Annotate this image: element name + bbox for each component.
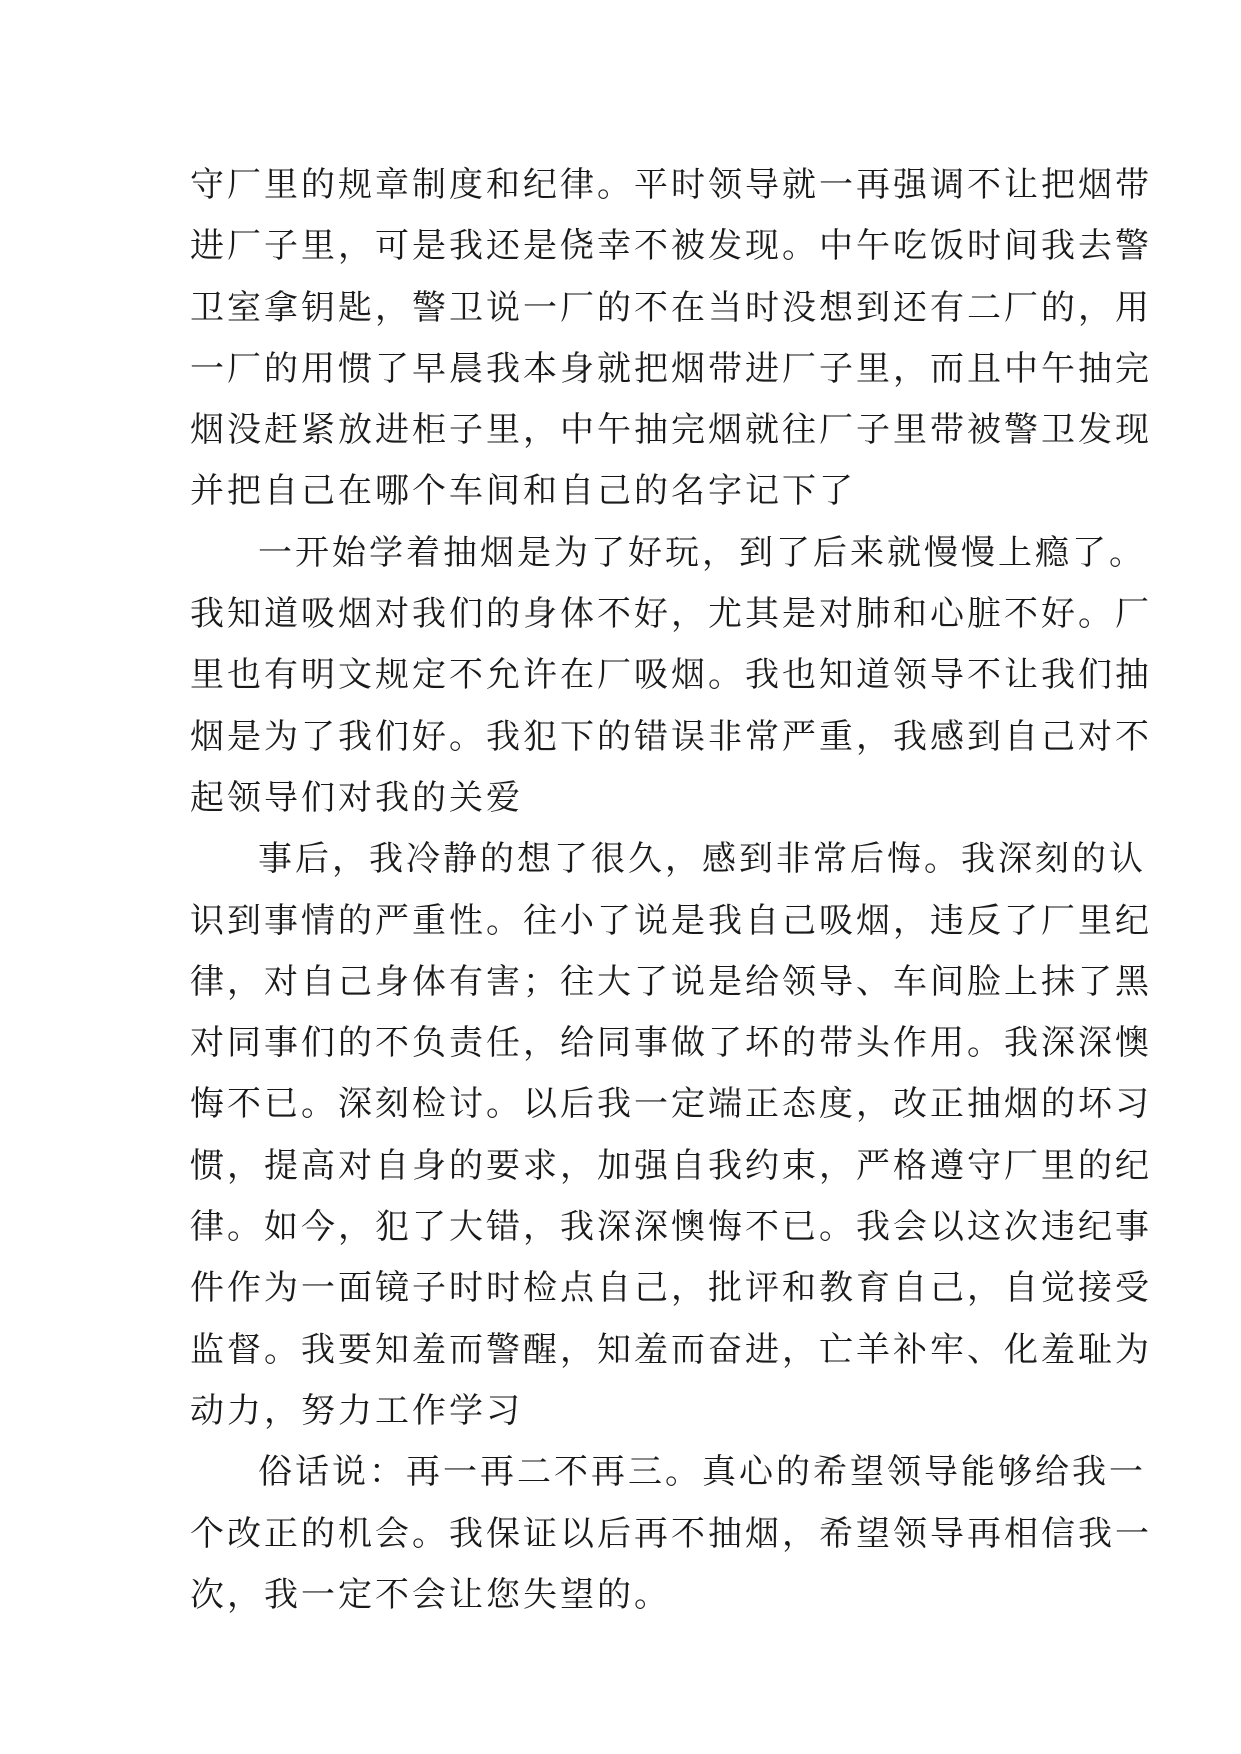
text-line: 个改正的机会。我保证以后再不抽烟，希望领导再相信我一 [190, 1513, 1152, 1554]
paragraph-first-line: 俗话说：再一再二不再三。真心的希望领导能够给我一 [258, 1452, 1146, 1493]
text-line: 烟没赶紧放进柜子里，中午抽完烟就往厂子里带被警卫发现 [190, 410, 1152, 451]
paragraph-first-line: 事后，我冷静的想了很久，感到非常后悔。我深刻的认 [258, 839, 1146, 880]
text-line: 悔不已。深刻检讨。以后我一定端正态度，改正抽烟的坏习 [190, 1084, 1152, 1125]
text-line: 卫室拿钥匙，警卫说一厂的不在当时没想到还有二厂的，用 [190, 287, 1152, 328]
text-line: 并把自己在哪个车间和自己的名字记下了 [190, 471, 856, 512]
text-line: 惯，提高对自身的要求，加强自我约束，严格遵守厂里的纪 [190, 1145, 1152, 1186]
text-line: 件作为一面镜子时时检点自己，批评和教育自己，自觉接受 [190, 1268, 1152, 1309]
text-line: 动力，努力工作学习 [190, 1390, 523, 1431]
text-line: 我知道吸烟对我们的身体不好，尤其是对肺和心脏不好。厂 [190, 594, 1152, 635]
text-line: 监督。我要知羞而警醒，知羞而奋进，亡羊补牢、化羞耻为 [190, 1329, 1152, 1370]
text-line: 进厂子里，可是我还是侥幸不被发现。中午吃饭时间我去警 [190, 226, 1152, 267]
text-line: 烟是为了我们好。我犯下的错误非常严重，我感到自己对不 [190, 716, 1152, 757]
text-line: 律。如今，犯了大错，我深深懊悔不已。我会以这次违纪事 [190, 1207, 1152, 1248]
text-line: 次，我一定不会让您失望的。 [190, 1574, 671, 1615]
text-line: 起领导们对我的关爱 [190, 777, 523, 818]
text-line: 里也有明文规定不允许在厂吸烟。我也知道领导不让我们抽 [190, 655, 1152, 696]
text-line: 一厂的用惯了早晨我本身就把烟带进厂子里，而且中午抽完 [190, 348, 1152, 389]
text-line: 守厂里的规章制度和纪律。平时领导就一再强调不让把烟带 [190, 165, 1152, 205]
paragraph-first-line: 一开始学着抽烟是为了好玩，到了后来就慢慢上瘾了。 [258, 532, 1146, 573]
text-line: 律，对自己身体有害；往大了说是给领导、车间脸上抹了黑 [190, 961, 1152, 1002]
text-line: 识到事情的严重性。往小了说是我自己吸烟，违反了厂里纪 [190, 900, 1152, 941]
text-line: 对同事们的不负责任，给同事做了坏的带头作用。我深深懊 [190, 1023, 1152, 1064]
body-text [190, 155, 1152, 1626]
